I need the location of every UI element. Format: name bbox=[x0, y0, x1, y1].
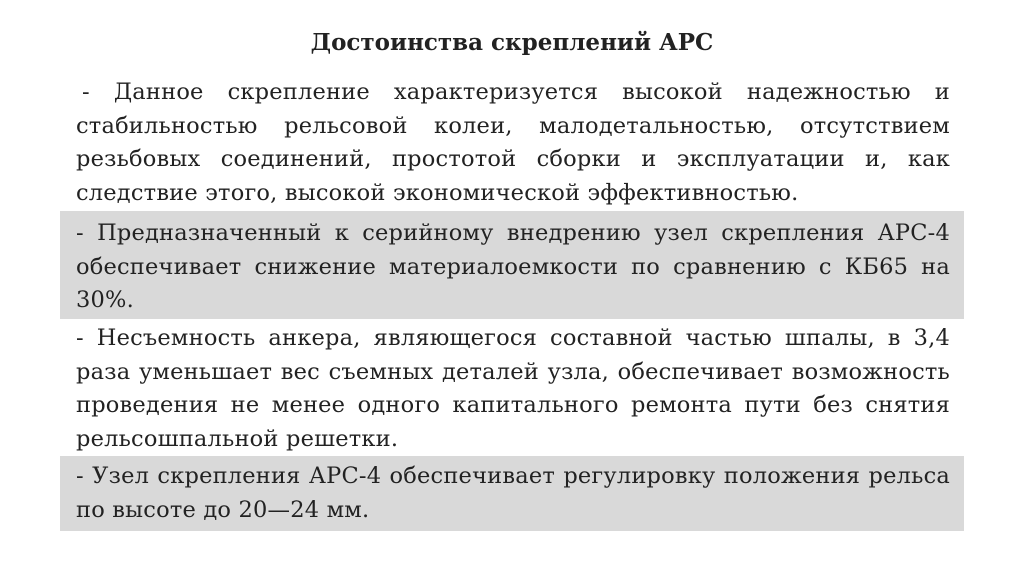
paragraph-text: - Данное скрепление характеризуется высокой надежностью и стабильностью рельсовой колеи, малодетальностью, отсутствием резьбовых соединений, простотой сборки и эксплуатации и, как следствие этого, высокой экономической эффективностью. bbox=[76, 79, 950, 206]
slide-title: Достоинства скреплений АРС bbox=[310, 29, 714, 56]
paragraph-anchor-weight bbox=[60, 322, 964, 452]
paragraph-height-adjustment bbox=[60, 456, 964, 531]
paragraph-reliability bbox=[60, 76, 964, 206]
paragraph-text: - Узел скрепления АРС-4 обеспечивает регулировку положения рельса по высоте до 20—24 мм. bbox=[76, 463, 950, 523]
paragraph-text: - Предназначенный к серийному внедрению узел скрепления АРС-4 обеспечивает снижение материалоемкости по сравнению с КБ65 на 30%. bbox=[76, 220, 950, 313]
paragraph-material-savings bbox=[60, 211, 964, 319]
paragraph-text: - Несъемность анкера, являющегося составной частью шпалы, в 3,4 раза уменьшает вес съемных деталей узла, обеспечивает возможность проведения не менее одного капитального ремонта пути без снятия рельсошпальной решетки. bbox=[76, 325, 950, 452]
